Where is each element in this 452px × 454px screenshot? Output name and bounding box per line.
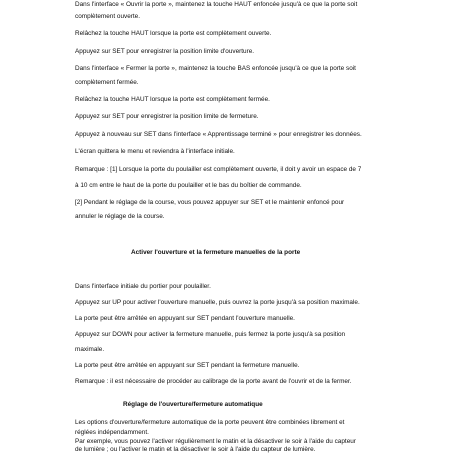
- text-line: Appuyez sur SET pour enregistrer la position limite d'ouverture.: [75, 48, 255, 55]
- text-line: maximale.: [75, 346, 105, 353]
- text-line: Dans l'interface « Fermer la porte », maintenez la touche BAS enfoncée jusqu'à ce que la porte soit: [75, 65, 356, 72]
- text-line: complètement ouverte.: [75, 13, 141, 20]
- remark-line: annuler le réglage de la course.: [75, 213, 165, 220]
- section-heading-auto: Réglage de l'ouverture/fermeture automatique: [123, 401, 263, 408]
- text-line: complètement fermée.: [75, 79, 139, 86]
- text-line: Appuyez à nouveau sur SET dans l'interface « Apprentissage terminé » pour enregistrer les données.: [75, 131, 362, 138]
- text-line: Appuyez sur UP pour activer l'ouverture manuelle, puis ouvrez la porte jusqu'à sa position maximale.: [75, 299, 360, 306]
- section-heading-manual: Activer l'ouverture et la fermeture manuelles de la porte: [131, 249, 301, 256]
- remark-line: [2] Pendant le réglage de la course, vous pouvez appuyer sur SET et le maintenir enfoncé pour: [75, 199, 345, 206]
- text-line: Appuyez sur SET pour enregistrer la position limite de fermeture.: [75, 113, 259, 120]
- text-line: Relâchez la touche HAUT lorsque la porte est complètement fermée.: [75, 96, 270, 103]
- text-line: Appuyez sur DOWN pour activer la fermeture manuelle, puis fermez la porte jusqu'à sa position: [75, 331, 346, 338]
- text-line: Les options d'ouverture/fermeture automatique de la porte peuvent être combinées librement et: [75, 419, 345, 426]
- text-line: Par exemple, vous pouvez l'activer régulièrement le matin et la désactiver le soir à l'aide du capteur: [75, 438, 356, 445]
- text-line: Relâchez la touche HAUT lorsque la porte est complètement ouverte.: [75, 30, 272, 37]
- remark-line: Remarque : il est nécessaire de procéder au calibrage de la porte avant de l'ouvrir et de la fermer.: [75, 378, 352, 385]
- remark-line: Remarque : [1] Lorsque la porte du poulailler est complètement ouverte, il doit y avoir un espace de 7: [75, 166, 362, 173]
- text-line: de lumière ; ou l'activer le matin et la désactiver le soir à l'aide du capteur de lumière.: [75, 446, 316, 453]
- text-line: réglées indépendamment.: [75, 429, 149, 436]
- text-line: La porte peut être arrêtée en appuyant sur SET pendant l'ouverture manuelle.: [75, 315, 295, 322]
- text-line: La porte peut être arrêtée en appuyant sur SET pendant la fermeture manuelle.: [75, 362, 300, 369]
- text-line: L'écran quittera le menu et reviendra à l'interface initiale.: [75, 148, 235, 155]
- text-line: Dans l'interface initiale du portier pour poulailler.: [75, 283, 211, 290]
- remark-line: à 10 cm entre le haut de la porte du poulailler et le bas du boîtier de commande.: [75, 182, 302, 189]
- text-line: Dans l'interface « Ouvrir la porte », maintenez la touche HAUT enfoncée jusqu'à ce que la porte soit: [75, 1, 358, 8]
